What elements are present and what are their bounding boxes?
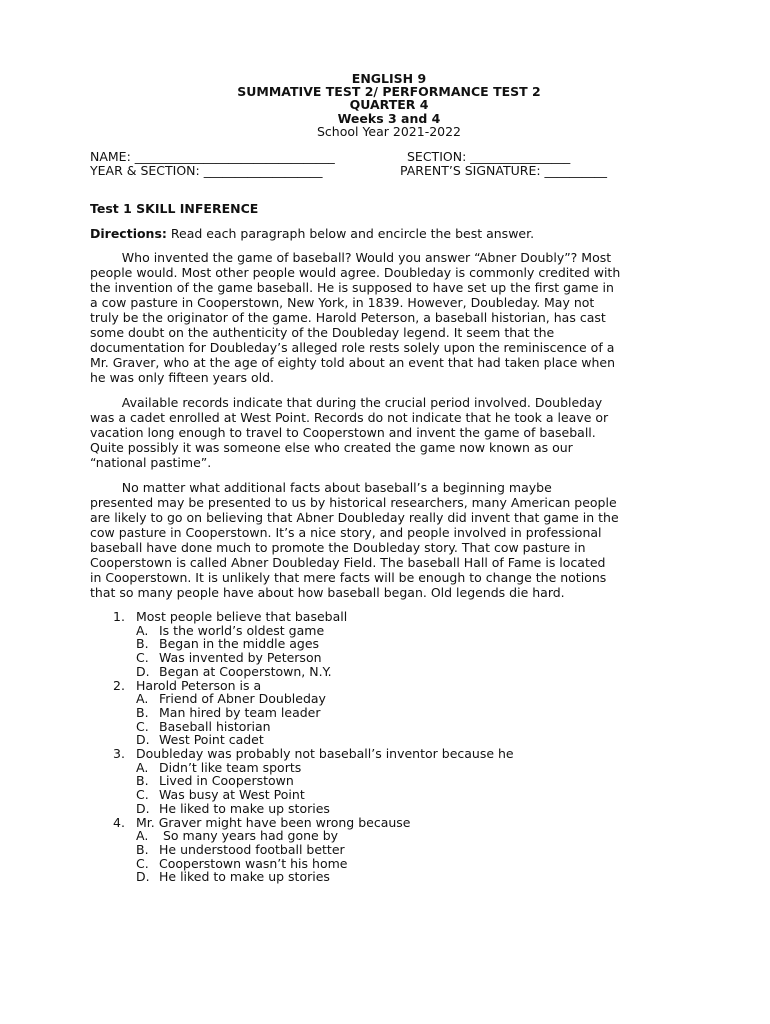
reading-paragraph-2: Available records indicate that during the crucial period involved. Doubleday was a cadet enrolled at West Point. Records do not indicate that he took a leave or vacation long enough to travel to Cooperstown and invent the game of baseball. Quite possibly it was someone else who created the game now known as our “national pastime”. [90, 395, 609, 470]
option-text: Began at Cooperstown, N.Y. [159, 663, 332, 679]
option-letter: A. [136, 691, 149, 707]
question-text: Most people believe that baseball [136, 609, 348, 624]
question-number: 1. [113, 609, 125, 624]
option-letter: B. [136, 636, 149, 652]
reading-paragraph-1: Who invented the game of baseball? Would you answer “Abner Doubly”? Most people would. Most other people would agree. Doubleday is commonly credited with the invention of the game baseball. He is supposed to have set up the first game in a cow pasture in Cooperstown, New York, in 1839. However, Doubleday. May not truly be the originator of the game. Harold Peterson, a baseball historian, has cast some doubt on the authenticity of the Doubleday legend. It seem that the documentation for Doubleday’s alleged role rests solely upon the reminiscence of a Mr. Graver, who at the age of eighty told about an event that had taken place when he was only fifteen years old. [90, 250, 621, 385]
name-field: NAME: ________________________________ [90, 149, 335, 164]
option-text: So many years had gone by [159, 828, 339, 844]
question-item [113, 610, 514, 679]
document-header [0, 72, 770, 138]
answer-option[interactable] [113, 870, 514, 884]
option-text: He understood football better [159, 841, 345, 857]
option-letter: C. [136, 718, 149, 734]
option-letter: B. [136, 773, 149, 789]
answer-option[interactable] [113, 788, 514, 802]
answer-option[interactable] [113, 706, 514, 720]
question-number: 4. [113, 814, 125, 830]
answer-option[interactable] [113, 624, 514, 638]
option-text: Baseball historian [159, 718, 271, 734]
option-letter: B. [136, 704, 149, 720]
question-number: 2. [113, 677, 125, 693]
directions-text: Read each paragraph below and encircle the best answer. [166, 226, 535, 241]
answer-option[interactable] [113, 665, 514, 679]
directions-label: Directions: [90, 226, 167, 241]
quarter-title: QUARTER 4 [349, 97, 429, 113]
option-text: Man hired by team leader [159, 704, 321, 720]
answer-option[interactable] [113, 857, 514, 871]
option-letter: D. [136, 663, 150, 679]
question-list [113, 610, 514, 884]
school-year: School Year 2021-2022 [316, 123, 462, 139]
reading-paragraph-3: No matter what additional facts about baseball’s a beginning maybe presented may be presented to us by historical researchers, many American people are likely to go on believing that Abner Doubleday really did invent that game in the cow pasture in Cooperstown. It’s a nice story, and people involved in professional baseball have done much to promote the Doubleday story. That cow pasture in Cooperstown is called Abner Doubleday Field. The baseball Hall of Fame is located in Cooperstown. It is unlikely that mere facts will be enough to change the notions that so many people have about how baseball began. Old legends die hard. [90, 480, 619, 600]
answer-option[interactable] [113, 651, 514, 665]
option-text: He liked to make up stories [159, 869, 330, 885]
option-letter: B. [136, 841, 149, 857]
answer-option[interactable] [113, 720, 514, 734]
question-item [113, 816, 514, 885]
question-text: Mr. Graver might have been wrong because [136, 814, 411, 830]
answer-option[interactable] [113, 761, 514, 775]
option-text: Cooperstown wasn’t his home [159, 855, 348, 871]
option-letter: C. [136, 855, 149, 871]
question-item [113, 747, 514, 816]
option-letter: A. [136, 828, 149, 844]
option-text: He liked to make up stories [159, 800, 330, 816]
answer-option[interactable] [113, 774, 514, 788]
option-text: Didn’t like team sports [159, 759, 302, 775]
weeks-title: Weeks 3 and 4 [337, 110, 441, 126]
answer-option[interactable] [113, 802, 514, 816]
question-item [113, 679, 514, 748]
option-text: Friend of Abner Doubleday [159, 691, 326, 707]
question-text: Doubleday was probably not baseball’s inventor because he [136, 746, 514, 762]
option-letter: A. [136, 759, 149, 775]
subject-title: ENGLISH 9 [351, 71, 427, 86]
section-field: SECTION: ________________ [407, 149, 571, 164]
option-text: Was busy at West Point [159, 787, 305, 803]
answer-option[interactable] [113, 692, 514, 706]
question-number: 3. [113, 746, 125, 762]
test-title: SUMMATIVE TEST 2/ PERFORMANCE TEST 2 [237, 84, 541, 100]
option-text: Lived in Cooperstown [159, 773, 294, 789]
option-letter: D. [136, 869, 150, 885]
option-letter: C. [136, 650, 149, 666]
answer-option[interactable] [113, 637, 514, 651]
option-text: West Point cadet [159, 732, 264, 748]
answer-option[interactable] [113, 843, 514, 857]
student-info-fields [90, 150, 607, 177]
option-text: Is the world’s oldest game [159, 622, 325, 638]
year-section-field: YEAR & SECTION: ___________________ [90, 162, 323, 178]
test-section-title: Test 1 SKILL INFERENCE [90, 201, 259, 216]
answer-option[interactable] [113, 829, 514, 843]
option-text: Began in the middle ages [159, 636, 320, 652]
option-letter: A. [136, 622, 149, 638]
parent-signature-field: PARENT’S SIGNATURE: __________ [400, 162, 608, 178]
option-letter: C. [136, 787, 149, 803]
option-letter: D. [136, 732, 150, 748]
question-text: Harold Peterson is a [136, 677, 262, 693]
answer-option[interactable] [113, 733, 514, 747]
directions [90, 226, 534, 241]
option-text: Was invented by Peterson [159, 650, 322, 666]
option-letter: D. [136, 800, 150, 816]
